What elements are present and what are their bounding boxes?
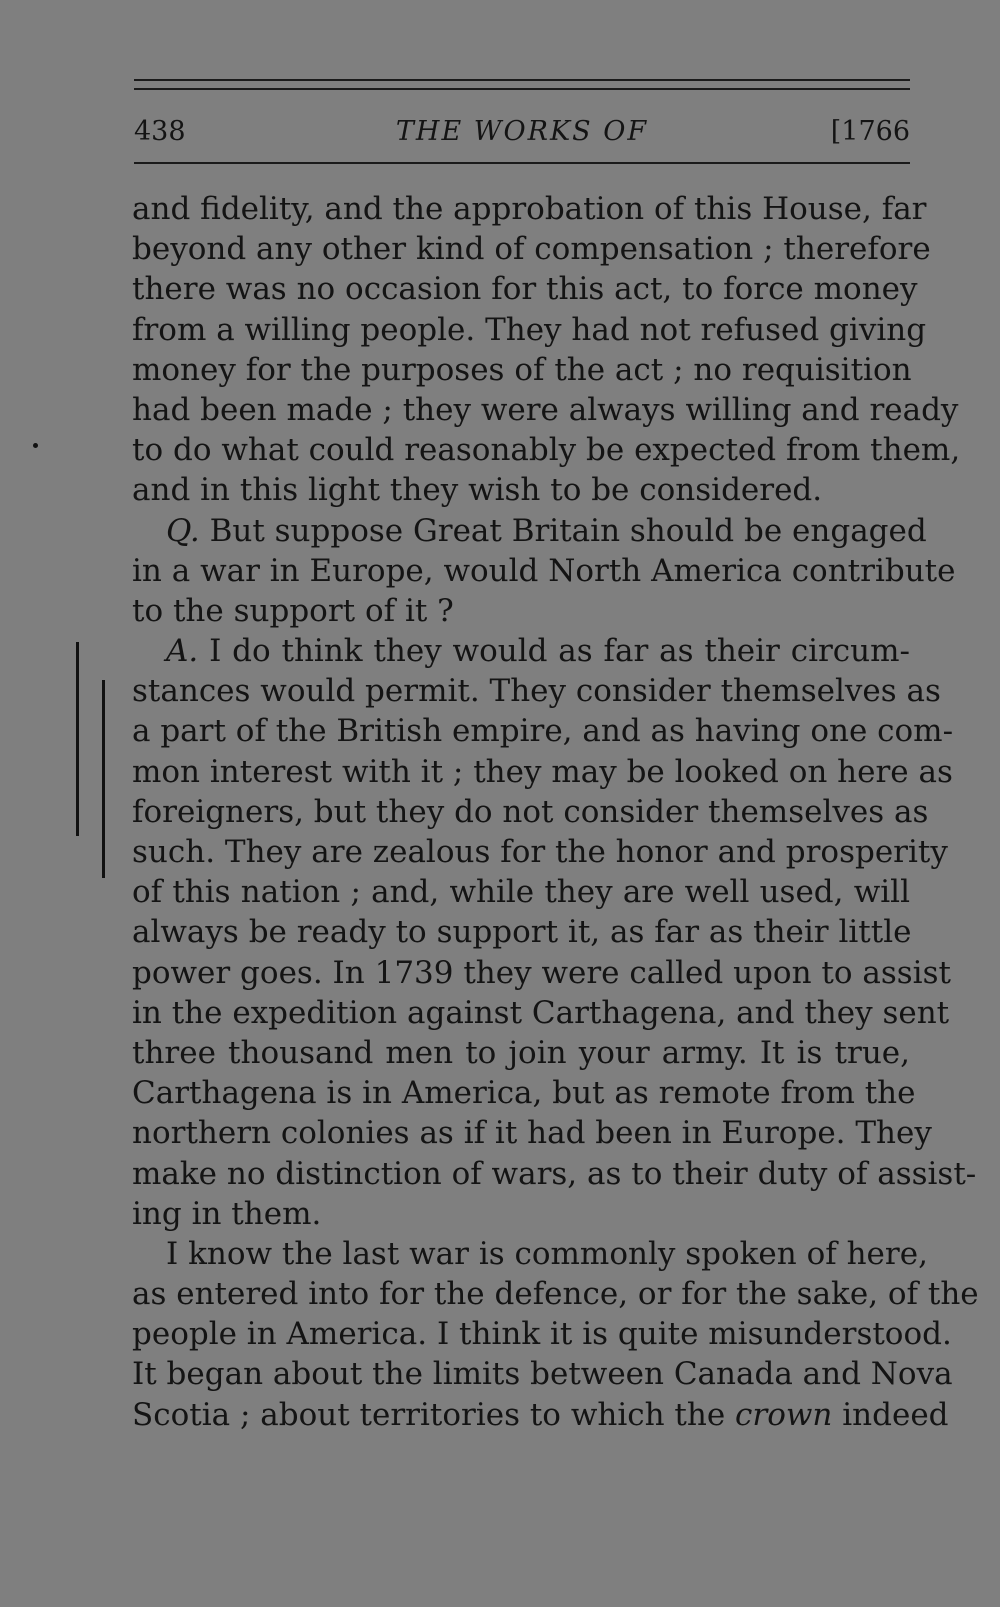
text-line: make no distinction of wars, as to their duty of assist- [132,1155,977,1192]
text-line: in a war in Europe, would North America contribute [132,552,956,589]
text-line: to the support of it ? [132,592,454,629]
question-label: Q. [166,512,200,549]
text-line: mon interest with it ; they may be looked on here as [132,753,953,790]
margin-line-mark [76,642,79,836]
text-line: there was no occasion for this act, to force money [132,271,918,308]
final-line-start: Scotia ; about territories to which the [132,1396,736,1433]
text-line: ing in them. [132,1195,322,1232]
text-line: three thousand men to join your army. It is true, [132,1034,910,1071]
margin-line-mark [102,680,105,878]
text-line: had been made ; they were always willing and ready [132,391,959,428]
question-text: But suppose Great Britain should be engaged [199,512,927,549]
running-header [134,112,910,152]
year-marker: [1766 [830,116,910,147]
final-line-end: indeed [832,1396,949,1433]
text-line: and in this light they wish to be considered. [132,472,823,509]
text-line: stances would permit. They consider themselves as [132,673,941,710]
crown-word: crown [735,1396,833,1433]
text-line: I know the last war is commonly spoken of here, [166,1235,928,1272]
text-line: to do what could reasonably be expected from them, [132,432,961,469]
text-line: foreigners, but they do not consider themselves as [132,793,929,830]
text-line: as entered into for the defence, or for the sake, of the [132,1276,979,1313]
answer-text: I do think they would as far as their circum- [198,633,910,670]
text-line: and fidelity, and the approbation of this House, far [132,191,927,227]
answer-line [132,631,910,671]
text-line: beyond any other kind of compensation ; therefore [132,231,931,268]
text-line: a part of the British empire, and as having one com- [132,713,954,750]
running-title: THE WORKS OF [395,116,649,147]
text-line: of this nation ; and, while they are well used, will [132,874,910,911]
final-line [132,1395,949,1435]
answer-label: A. [166,633,199,670]
text-line: in the expedition against Carthagena, and they sent [132,994,950,1031]
text-line: It began about the limits between Canada and Nova [132,1356,953,1393]
text-line: northern colonies as if it had been in Europe. They [132,1115,932,1152]
text-line: people in America. I think it is quite misunderstood. [132,1316,952,1353]
text-line: Carthagena is in America, but as remote from the [132,1075,916,1112]
header-rule-bottom [134,162,910,164]
header-rule-top [134,79,910,81]
page-number: 438 [134,116,186,147]
body-text [132,189,979,1435]
text-line: always be ready to support it, as far as their little [132,914,912,951]
text-line: power goes. In 1739 they were called upon to assist [132,954,951,991]
text-line: such. They are zealous for the honor and prosperity [132,834,948,870]
question-line [132,511,927,551]
text-line: money for the purposes of the act ; no requisition [132,351,912,388]
header-rule-second [134,88,910,90]
text-line: from a willing people. They had not refused giving [132,311,927,348]
margin-dot-mark [33,443,38,448]
